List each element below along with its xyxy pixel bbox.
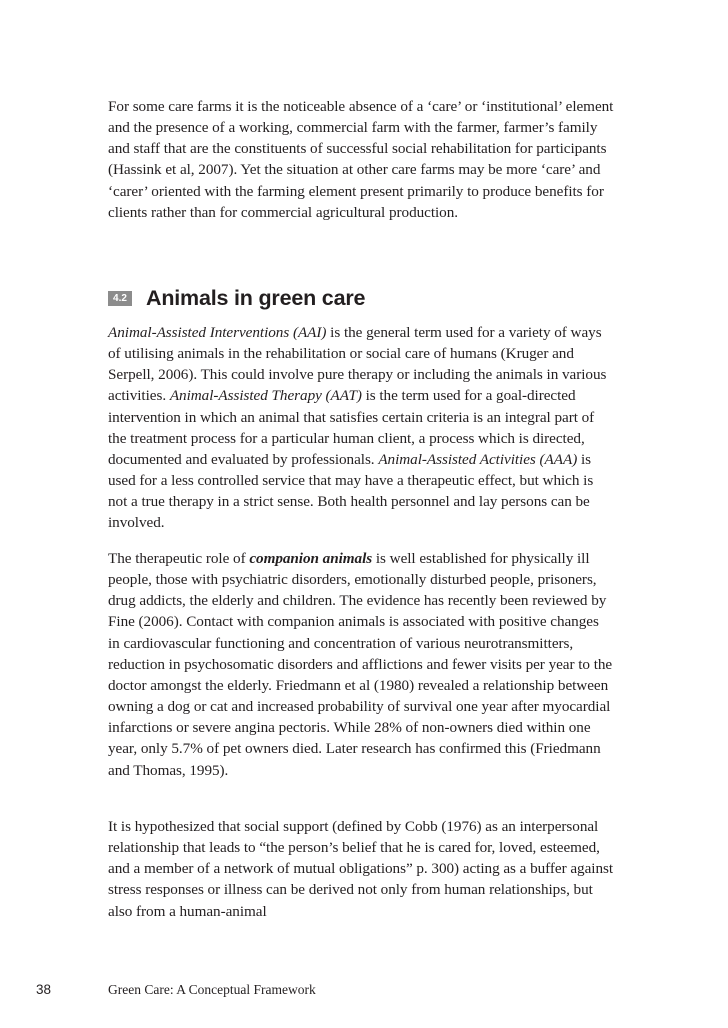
paragraph-social-support — [108, 816, 614, 922]
paragraph-text: For some care farms it is the noticeable absence of a ‘care’ or ‘institutional’ element and the presence of a working, commercial farm with the farmer, farmer’s family and staff that are the constituents of successful social rehabilitation for participants (Hassink et al, 2007). Yet the situation at other care farms may be more ‘care’ and ‘carer’ oriented with the farming element present primarily to produce benefits for clients rather than for commercial agricultural production. — [108, 98, 614, 221]
section-title: Animals in green care — [146, 285, 366, 310]
paragraph-text: is the general term used for a variety of ways of utilising animals in the rehabilitation or social care of humans (Kruger and Serpell, 2006). This could involve pure therapy or including the animals in various activities. — [108, 324, 607, 405]
running-footer-title: Green Care: A Conceptual Framework — [108, 982, 316, 997]
page-number: 38 — [36, 982, 52, 997]
section-heading — [108, 284, 365, 312]
paragraph-text: is well established for physically ill people, those with psychiatric disorders, emotionally disturbed people, prisoners, drug addicts, the elderly and children. The evidence has recently been reviewed by Fine (2006). Contact with companion animals is associated with positive changes in cardiovascular functioning and concentration of various neurotransmitters, reduction in psychosomatic disorders and afflictions and fewer visits per year to the doctor amongst the elderly. Friedmann et al (1980) revealed a relationship between owning a dog or cat and increased probability of survival one year after myocardial infarctions or severe angina pectoris. While 28% of non-owners died within one year, only 5.7% of pet owners died. Later research has confirmed this (Friedmann and Thomas, 1995). — [108, 550, 613, 779]
paragraph-text: The therapeutic role of — [108, 550, 250, 567]
term-aai: Animal-Assisted Interventions (AAI) — [108, 324, 327, 341]
paragraph-animal-assisted-interventions — [108, 322, 614, 534]
paragraph-companion-animals — [108, 548, 614, 781]
paragraph-text: is used for a less controlled service that may have a therapeutic effect, but which is not a true therapy in a strict sense. Both health personnel and lay persons can be involved. — [108, 450, 594, 532]
term-aaa: Animal-Assisted Activities (AAA) — [378, 450, 578, 468]
paragraph-text: is the term used for a goal-directed intervention in which an animal that satisfies certain criteria is an integral part of the treatment process for a particular human client, a process which is directed, documented and evaluated by professionals. — [108, 387, 595, 468]
paragraph-text: It is hypothesized that social support (defined by Cobb (1976) as an interpersonal relationship that leads to “the person’s belief that he is cared for, loved, esteemed, and a member of a network of mutual obligations” p. 300) acting as a buffer against stress responses or illness can be derived not only from human relationships, but also from a human-animal — [108, 818, 614, 920]
section-number-badge: 4.2 — [108, 291, 132, 306]
paragraph-care-farms — [108, 96, 614, 223]
term-aat: Animal-Assisted Therapy (AAT) — [169, 387, 362, 405]
term-companion-animals: companion animals — [249, 550, 373, 567]
